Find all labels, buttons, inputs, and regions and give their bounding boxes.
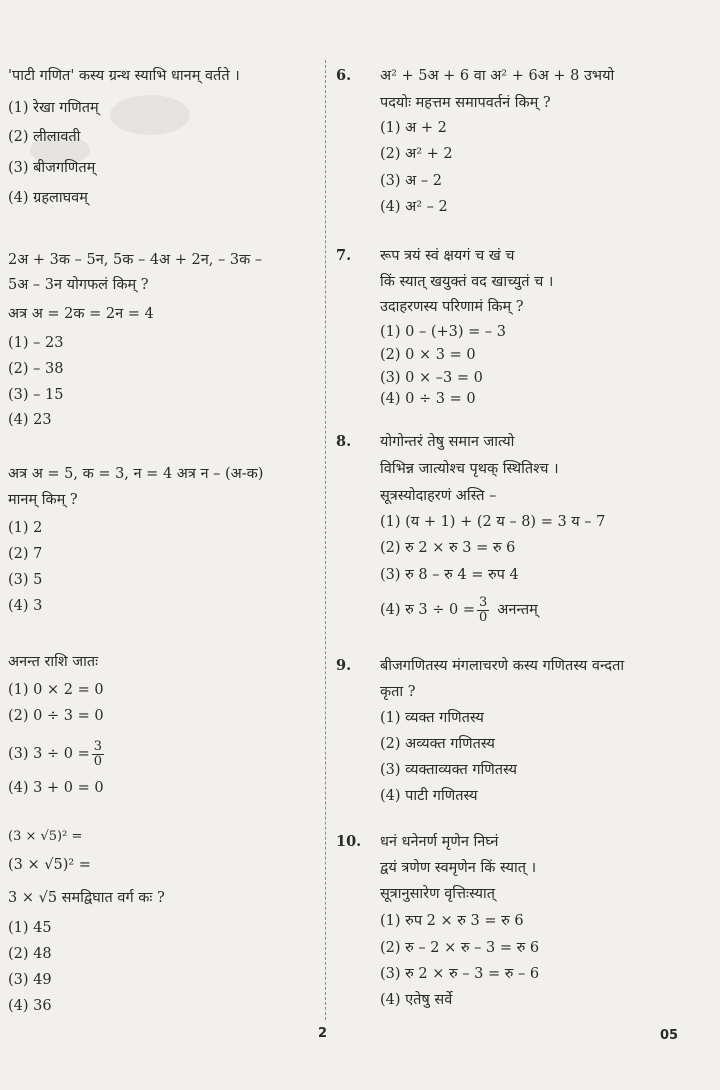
option: (3) रु 2 × रु – 3 = रु – 6 bbox=[380, 966, 540, 982]
question-stem: कृता ? bbox=[380, 684, 416, 700]
question-stem: अनन्त राशि जातः bbox=[8, 654, 99, 670]
question-stem: 2अ + 3क – 5न, 5क – 4अ + 2न, – 3क – bbox=[8, 252, 263, 268]
question-stem: धनं धनेनर्ण मृणेन निघ्नं bbox=[380, 834, 499, 850]
option: (4) 23 bbox=[8, 412, 52, 428]
option: (4) 3 + 0 = 0 bbox=[8, 780, 104, 796]
option: (3) व्यक्ताव्यक्त गणितस्य bbox=[380, 762, 518, 778]
option: (3) 0 × –3 = 0 bbox=[380, 370, 483, 386]
option: (3) 5 bbox=[8, 572, 43, 588]
option: (4) अ² – 2 bbox=[380, 199, 448, 215]
question-number: 10. bbox=[336, 833, 362, 850]
option: (4) एतेषु सर्वे bbox=[380, 992, 453, 1008]
question-stem: द्वयं त्रणेण स्वमृणेन किं स्यात् । bbox=[380, 860, 537, 876]
option: (4) 3 bbox=[8, 598, 43, 614]
option-text: (3) 3 ÷ 0 = bbox=[8, 746, 90, 762]
fraction-numerator: 3 bbox=[479, 594, 488, 610]
option: (4) ग्रहलाघवम् bbox=[8, 190, 88, 206]
option: (2) रु – 2 × रु – 3 = रु 6 bbox=[380, 940, 540, 956]
question-stem: अ² + 5अ + 6 वा अ² + 6अ + 8 उभयो bbox=[380, 68, 615, 84]
question-stem: सूत्रानुसारेण वृत्तिःस्यात् bbox=[380, 886, 496, 902]
option: (1) – 23 bbox=[8, 335, 64, 351]
option: (1) रुप 2 × रु 3 = रु 6 bbox=[380, 913, 524, 929]
option: (2) 48 bbox=[8, 946, 52, 962]
question-stem: उदाहरणस्य परिणामं किम् ? bbox=[380, 299, 524, 315]
option: (1) व्यक्त गणितस्य bbox=[380, 710, 484, 726]
option: (4) 36 bbox=[8, 998, 52, 1014]
question-note: अत्र अ = 2क = 2न = 4 bbox=[8, 306, 154, 322]
question-number: 8. bbox=[336, 433, 352, 450]
option: (2) रु 2 × रु 3 = रु 6 bbox=[380, 540, 516, 556]
question-stem: मानम् किम् ? bbox=[8, 492, 78, 508]
option: (1) अ + 2 bbox=[380, 120, 447, 136]
option: (4) पाटी गणितस्य bbox=[380, 788, 478, 804]
question-stem: बीजगणितस्य मंगलाचरणे कस्य गणितस्य वन्दता bbox=[380, 658, 625, 674]
option: (2) लीलावती bbox=[8, 129, 81, 145]
option: (3) बीजगणितम् bbox=[8, 160, 96, 176]
paper-code: 05 bbox=[660, 1028, 679, 1043]
question-number: 9. bbox=[336, 657, 352, 674]
option: (1) (य + 1) + (2 य – 8) = 3 य – 7 bbox=[380, 514, 606, 530]
question-stem: 3 × √5 समद्विघात वर्ग कः ? bbox=[8, 890, 165, 906]
fraction bbox=[92, 740, 104, 769]
question-stem: रूप त्रयं स्वं क्षयगं च खं च bbox=[380, 248, 515, 264]
option: (3) रु 8 – रु 4 = रुप 4 bbox=[380, 567, 519, 583]
fraction-denominator: 0 bbox=[479, 609, 488, 625]
option: (2) 7 bbox=[8, 546, 43, 562]
option: (2) – 38 bbox=[8, 361, 64, 377]
option-text: (4) रु 3 ÷ 0 = bbox=[380, 602, 476, 618]
question-number: 7. bbox=[336, 247, 352, 264]
fraction-denominator: 0 bbox=[93, 753, 103, 769]
question-stem: (3 × √5)² = bbox=[8, 829, 83, 844]
option: (1) 0 – (+3) = – 3 bbox=[380, 324, 506, 340]
option: (1) रेखा गणितम् bbox=[8, 100, 99, 116]
question-stem: 5अ – 3न योगफलं किम् ? bbox=[8, 277, 149, 293]
question-stem: 'पाटी गणित' कस्य ग्रन्थ स्याभि धानम् वर्तते । bbox=[8, 68, 240, 84]
option: (2) 0 × 3 = 0 bbox=[380, 347, 476, 363]
fraction bbox=[477, 596, 489, 625]
question-stem: किं स्यात् खयुक्तं वद खाच्युतं च । bbox=[380, 274, 554, 290]
question-number: 6. bbox=[336, 67, 352, 84]
question-stem: सूत्रस्योदाहरणं अस्ति – bbox=[380, 488, 497, 504]
question-stem: योगोन्तरं तेषु समान जात्यो bbox=[380, 434, 515, 450]
option: (3) 49 bbox=[8, 972, 52, 988]
option: (2) अव्यक्त गणितस्य bbox=[380, 736, 495, 752]
option-text: अनन्तम् bbox=[497, 602, 538, 618]
option: (1) 0 × 2 = 0 bbox=[8, 682, 104, 698]
column-divider bbox=[325, 60, 326, 1020]
question-stem: अत्र अ = 5, क = 3, न = 4 अत्र न – (अ-क) bbox=[8, 466, 264, 482]
option: (2) 0 ÷ 3 = 0 bbox=[8, 708, 104, 724]
option bbox=[380, 590, 538, 630]
option: (4) 0 ÷ 3 = 0 bbox=[380, 391, 476, 407]
question-stem: विभिन्न जात्योश्च पृथक् स्थितिश्च । bbox=[380, 461, 559, 477]
option: (1) 45 bbox=[8, 920, 52, 936]
question-stem: पदयोः महत्तम समापवर्तनं किम् ? bbox=[380, 95, 551, 111]
option: (2) अ² + 2 bbox=[380, 146, 453, 162]
question-stem: (3 × √5)² = bbox=[8, 857, 91, 873]
option: (3) अ – 2 bbox=[380, 173, 442, 189]
page-number: 2 bbox=[318, 1026, 328, 1041]
option: (1) 2 bbox=[8, 520, 43, 536]
option bbox=[8, 734, 106, 774]
paper-smudge bbox=[110, 95, 190, 135]
option: (3) – 15 bbox=[8, 387, 64, 403]
fraction-numerator: 3 bbox=[93, 738, 103, 754]
